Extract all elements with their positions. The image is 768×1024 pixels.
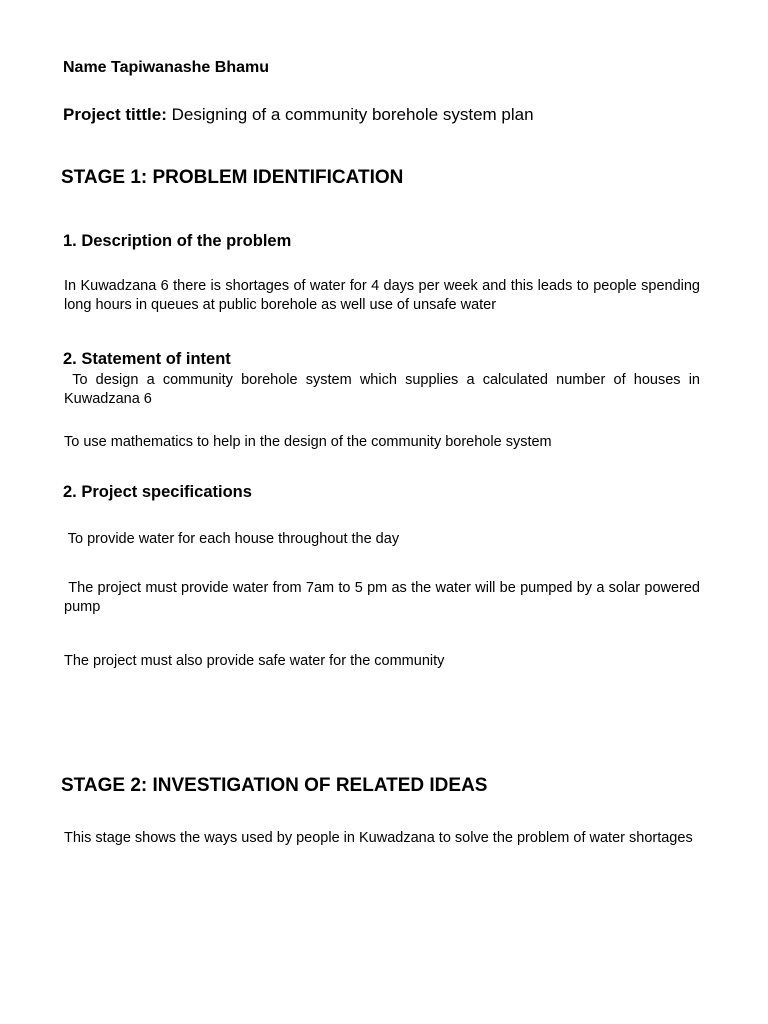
project-title-label: Project tittle: xyxy=(63,105,167,124)
stage-2-heading: STAGE 2: INVESTIGATION OF RELATED IDEAS xyxy=(61,775,488,796)
specification-3: The project must also provide safe water for the community xyxy=(64,653,445,669)
project-title-value: Designing of a community borehole system plan xyxy=(171,105,534,124)
specification-1: To provide water for each house throughout the day xyxy=(64,531,400,547)
description-paragraph: In Kuwadzana 6 there is shortages of water for 4 days per week and this leads to people spending long hours in queues at public borehole as well use of unsafe water xyxy=(64,278,700,313)
description-heading: 1. Description of the problem xyxy=(63,232,292,250)
stage-1-heading: STAGE 1: PROBLEM IDENTIFICATION xyxy=(61,167,404,188)
intent-paragraph-1: To design a community borehole system which supplies a calculated number of houses in Kuwadzana 6 xyxy=(64,372,705,407)
student-name: Name Tapiwanashe Bhamu xyxy=(63,59,269,76)
intent-paragraph-2: To use mathematics to help in the design of the community borehole system xyxy=(64,434,552,450)
stage-2-intro-paragraph: This stage shows the ways used by people in Kuwadzana to solve the problem of water shortages xyxy=(64,830,693,846)
specifications-heading: 2. Project specifications xyxy=(63,483,252,501)
project-title xyxy=(63,104,534,125)
specification-2: The project must provide water from 7am to 5 pm as the water will be pumped by a solar powered pump xyxy=(64,580,705,615)
intent-heading: 2. Statement of intent xyxy=(63,350,231,368)
